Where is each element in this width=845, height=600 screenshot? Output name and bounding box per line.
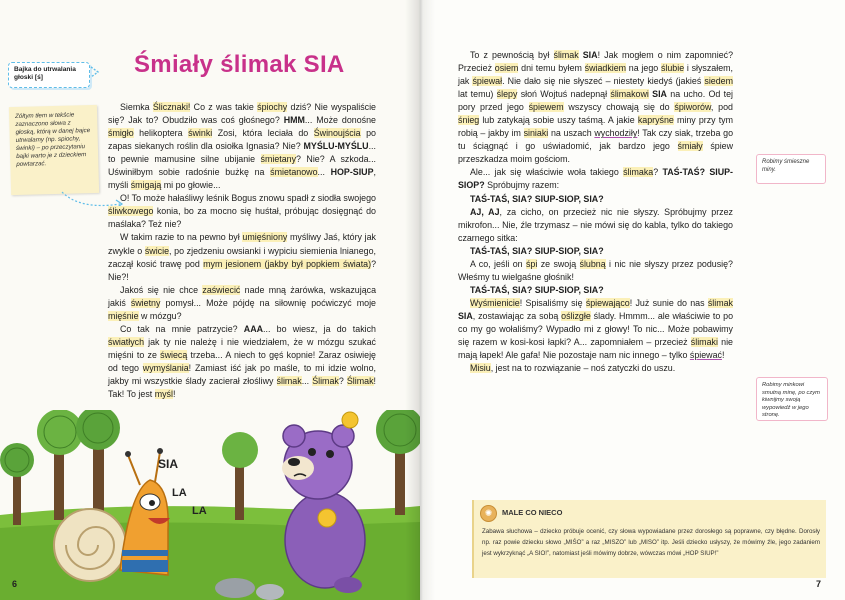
highlighted-word: śpiewał	[472, 76, 503, 87]
bold-phrase: TAŚ-TAŚ, SIA? SIUP-SIOP, SIA?	[470, 284, 604, 295]
bold-phrase: MYŚLU-MYŚLU	[303, 141, 369, 152]
text-run: lub zatykają sobie uszy taśmą. A jakie	[479, 115, 638, 126]
text-run: ! Jak mogłem o nim zapomnieć? Przecież	[458, 50, 734, 74]
text-run: , za cicho, on przecież nic nie słyszy. Spróbujmy przez mikrofon... Nie, źle trzymasz – nie mówi się do kabla, tylko do takiego czarnego sitka:	[458, 206, 733, 243]
highlighted-word: światłych	[108, 336, 145, 347]
side-note: Zółtym tłem w tekście zaznaczono słowa z głoską, którą w danej bajce utrwalamy (np. spiochy, świnki) – po przeczytaniu bajki warto je z dzieckiem powtarzać.	[9, 105, 99, 195]
highlighted-word: siedem	[704, 76, 734, 87]
text-run: Jakoś się nie chce	[120, 284, 203, 295]
right-story-paragraph	[458, 284, 733, 297]
highlighted-word: Wyśmienicie	[470, 297, 520, 308]
highlighted-word: świetny	[130, 297, 161, 308]
text-run: w mózgu?	[138, 310, 182, 321]
highlighted-word: mięśnie	[108, 310, 139, 321]
text-run: , pod	[710, 102, 733, 113]
text-run: Co z was takie	[190, 102, 258, 112]
right-story-paragraph	[458, 49, 733, 166]
highlighted-word: śmietanowo	[270, 167, 318, 178]
text-run: ! Spisaliśmy się	[519, 297, 586, 308]
text-run: myśliwy Jaś, który jak zwykle o	[108, 232, 376, 256]
highlighted-word: ślimak	[707, 297, 733, 308]
highlighted-word: ślubie	[660, 63, 685, 74]
text-run: ?	[338, 375, 347, 386]
underlined-word: śpiewać	[689, 350, 722, 361]
text-run: słoń Wojtuś nadepnął	[517, 89, 611, 100]
text-run: , po zjedzeniu owsianki i wypiciu siemienia lnianego, zaczął kosić trawę pod	[108, 245, 376, 269]
text-run: !	[721, 350, 725, 361]
highlighted-word: śmietany	[260, 154, 297, 165]
text-run: ! Zamiast iść jak po maśle, to mi idzie wolno, jakby mi wszystkie ślady zacierał złośliwy	[108, 362, 376, 386]
highlighted-word: osiem	[494, 63, 519, 74]
sound-tag: Bajka do utrwalania głoski [ś]	[8, 62, 90, 88]
text-run: ze swoją	[537, 258, 580, 269]
bold-phrase: HOP-SIUP	[330, 167, 374, 178]
underlined-word: wychodziły	[594, 128, 638, 139]
left-story-text	[108, 101, 376, 401]
text-run: na uszach	[548, 128, 595, 139]
highlighted-word: śliwkowego	[108, 206, 154, 217]
text-run: na jego	[626, 63, 661, 74]
right-story-text	[458, 49, 733, 375]
right-story-paragraph	[458, 297, 733, 362]
margin-note-1: Robimy śmieszne miny.	[756, 154, 826, 184]
sing-word-2: LA	[172, 487, 187, 499]
bold-phrase: AJ, AJ	[470, 206, 500, 217]
highlighted-word: Ślimak	[346, 375, 374, 386]
text-run: A co, jeśli on	[470, 258, 526, 269]
text-run: i słyszałem, jak	[458, 63, 733, 87]
text-run: Ale... jak się właściwie woła takiego	[470, 167, 624, 178]
tip-title: MALE CO NIECO	[502, 508, 563, 517]
highlighted-word: wymyślania	[142, 362, 189, 373]
highlighted-word: kapryśne	[637, 115, 674, 126]
right-story-paragraph	[458, 258, 733, 284]
text-run: O! To może hałaśliwy leśnik Bogus znowu spadł z siodła swojego	[120, 193, 376, 204]
highlighted-word: śmigło	[108, 128, 134, 139]
text-run: ? Nie? A szkoda... Uświniłbym sobie radośnie bużkę na	[108, 154, 376, 178]
text-run: , myśli	[108, 167, 376, 191]
highlighted-word: ślepy	[496, 89, 518, 100]
sing-word-3: LA	[192, 505, 207, 517]
highlighted-word: ślimaka	[623, 167, 654, 178]
highlighted-word: mym jesionem (jakby był popkiem świata)	[203, 258, 372, 269]
text-run: , zostawiając za sobą	[472, 310, 562, 321]
text-run: ? Nie?!	[108, 258, 377, 282]
left-story-paragraph	[108, 101, 376, 192]
sing-word-1: SIA	[158, 457, 179, 471]
bear-body	[285, 492, 365, 588]
bold-phrase: TAŚ-TAŚ, SIA? SIUP-SIOP, SIA?	[470, 193, 604, 204]
text-run: trzeba... A niech to gęś kopnie! Zaraz osiwieję od tego	[108, 349, 376, 373]
text-run: na ucho. Od tej pory przed jego	[458, 89, 733, 113]
bold-phrase: AAA	[243, 323, 264, 334]
highlighted-word: ślimaki	[690, 337, 718, 348]
highlighted-word: śpiewem	[528, 102, 564, 113]
text-run: lat temu)	[458, 89, 497, 100]
text-run: !	[172, 389, 176, 400]
text-run: Spróbujmy razem:	[484, 180, 560, 191]
highlighted-word: myśl	[154, 389, 173, 400]
right-story-paragraph	[458, 193, 733, 206]
highlighted-word: ślimakowi	[610, 89, 649, 100]
highlighted-word: śnieg	[458, 115, 480, 126]
right-story-paragraph	[458, 206, 733, 245]
highlighted-word: śpi	[525, 258, 538, 269]
text-run: ...	[301, 375, 313, 386]
highlighted-word: świnki	[188, 128, 213, 139]
text-run: ! Tak czy siak, trzeba go tu ściągnąć i go uświadomić, jak bardzo jego	[458, 128, 734, 152]
highlighted-word: siniaki	[523, 128, 549, 139]
left-story-paragraph	[108, 192, 376, 231]
text-run: Co tak na mnie patrzycie?	[120, 323, 244, 334]
right-story-paragraph	[458, 245, 733, 258]
text-run: ... to pewnie mamusine silne ubijanie	[108, 141, 376, 165]
highlighted-word: świcie	[144, 245, 170, 256]
book-spine	[405, 0, 435, 600]
highlighted-word: świadkiem	[584, 63, 627, 74]
text-run: , jest na to rozwiązanie – noś zatyczki do uszu.	[490, 363, 676, 374]
bold-phrase: TAŚ-TAŚ? SIUP-SIOP?	[458, 167, 734, 191]
highlighted-word: świecą	[160, 349, 188, 360]
left-story-paragraph	[108, 284, 376, 323]
text-run: miny przy tym robią – jakby im	[458, 115, 734, 139]
text-run: po zapas siekanych roślin dla osiołka Ignasia? Nie?	[108, 128, 376, 152]
story-title: Śmiały ślimak SIA	[134, 51, 345, 78]
text-run: dziś? Nie wyspaliście się? Jak to? Obudziło was coś głośnego?	[108, 102, 376, 126]
right-story-paragraph	[458, 362, 733, 375]
highlighted-word: śmiały	[677, 141, 703, 152]
lightbulb-icon: ✺	[480, 505, 497, 522]
text-run: Zosi, która leciała do	[212, 128, 314, 139]
highlighted-word: zaświecić	[202, 284, 241, 295]
bold-phrase: SIA	[582, 50, 598, 60]
text-run: ?	[653, 167, 663, 178]
text-run: nie mają łapek! Ale gafa! Nie pozostaje nam nic innego – tylko	[458, 337, 733, 361]
left-story-paragraph	[108, 231, 376, 283]
bold-phrase: SIA	[652, 89, 667, 100]
text-run: Siemka	[120, 102, 153, 112]
highlighted-word: umięśniony	[242, 232, 288, 243]
text-run: ! Tak! To jest	[108, 375, 376, 400]
snail-shell	[54, 509, 126, 581]
page-number-left: 6	[12, 579, 18, 589]
highlighted-word: ślimak	[553, 50, 579, 60]
snail-bear-illustration	[0, 410, 420, 600]
bold-phrase: HMM	[283, 115, 305, 126]
text-run: wszyscy chowają się do	[563, 102, 675, 113]
text-run: ...	[317, 167, 331, 178]
text-run: dni temu byłem	[518, 63, 585, 74]
highlighted-word: oślizgłe	[561, 310, 591, 321]
text-run: konia, bo za mocno się huśtał, próbując dosięgnąć do maślaka? Też nie?	[108, 206, 376, 230]
tag-arrow-icon	[90, 66, 100, 78]
text-run: ... Może donośne	[304, 115, 376, 126]
left-page	[0, 0, 420, 600]
bold-phrase: TAŚ-TAŚ, SIA? SIUP-SIOP, SIA?	[470, 245, 604, 256]
highlighted-word: śmigają	[130, 180, 162, 191]
text-run: i nic nie słyszy przez podusię? Włeśmy tu wielgaśne głośnik!	[458, 258, 733, 282]
highlighted-word: śpiworów	[674, 102, 711, 113]
highlighted-word: Misiu	[470, 363, 491, 374]
text-run: ! Już sunie do nas	[629, 297, 708, 308]
text-run: ślady. Hmmm... ale właściwie to po co my go wołaliśmy? Wypadło mi z głowy! To nic... Może pobawimy się razem w kosi-kosi łapki? A... zapomniałem – przecież	[458, 310, 733, 348]
highlighted-word: śpiochy	[257, 102, 288, 112]
text-run: . Nie dało się nie słyszeć – niestety kiedyś (jakieś	[502, 76, 705, 87]
page-number-right: 7	[816, 579, 822, 589]
bold-phrase: SIA	[458, 310, 473, 321]
right-story-paragraph	[458, 166, 733, 192]
text-run: To z pewnością był	[470, 50, 554, 60]
text-run: mi po głowie...	[161, 180, 221, 191]
text-run: W takim razie to na pewno był	[120, 232, 243, 243]
text-run: nade mną żarówka, wskazująca jakiś	[108, 284, 377, 308]
highlighted-word: Świnoujścia	[313, 128, 361, 139]
margin-note-2: Robimy minkowi smutną minę, po czym kiwnijmy swoją wypowiedź w jego stronę.	[756, 377, 828, 421]
text-run: pomysł... Może pójdę na siłownię poćwiczyć moje	[160, 297, 376, 308]
highlighted-word: Ślimak	[312, 375, 339, 386]
text-run: jak ty nie należę i nie wiedziałem, że w mózgu szukać mięśni to ze	[108, 336, 376, 360]
tip-box	[472, 500, 826, 578]
text-run: ... bo wiesz, ja do takich	[263, 323, 376, 334]
highlighted-word: śpiewająco	[585, 297, 630, 308]
highlighted-word: ślimak	[276, 375, 302, 386]
text-run: śpiew przeszkadza moim gościom.	[458, 141, 734, 165]
highlighted-word: ślubną	[579, 258, 606, 269]
left-story-paragraph	[108, 323, 376, 401]
highlighted-word: Ślicznaki!	[152, 102, 191, 112]
tip-text: Zabawa słuchowa – dziecko próbuje ocenić, czy słowa wypowiadane przez dorosłego są poprawne, czy błędne. Dorosły np. raz powie dziecku słowo „MIŚO” a raz „MISZO” lub „MISO” itp. Jeśli dziecko usłyszy, że mówimy źle, jego zadaniem jest wykrzyknąć „A SIO!”, natomiast jeśli mówimy dobrze, wówczas mówi „HOP SIUP!”	[482, 528, 820, 557]
text-run: helikoptera	[133, 128, 189, 139]
